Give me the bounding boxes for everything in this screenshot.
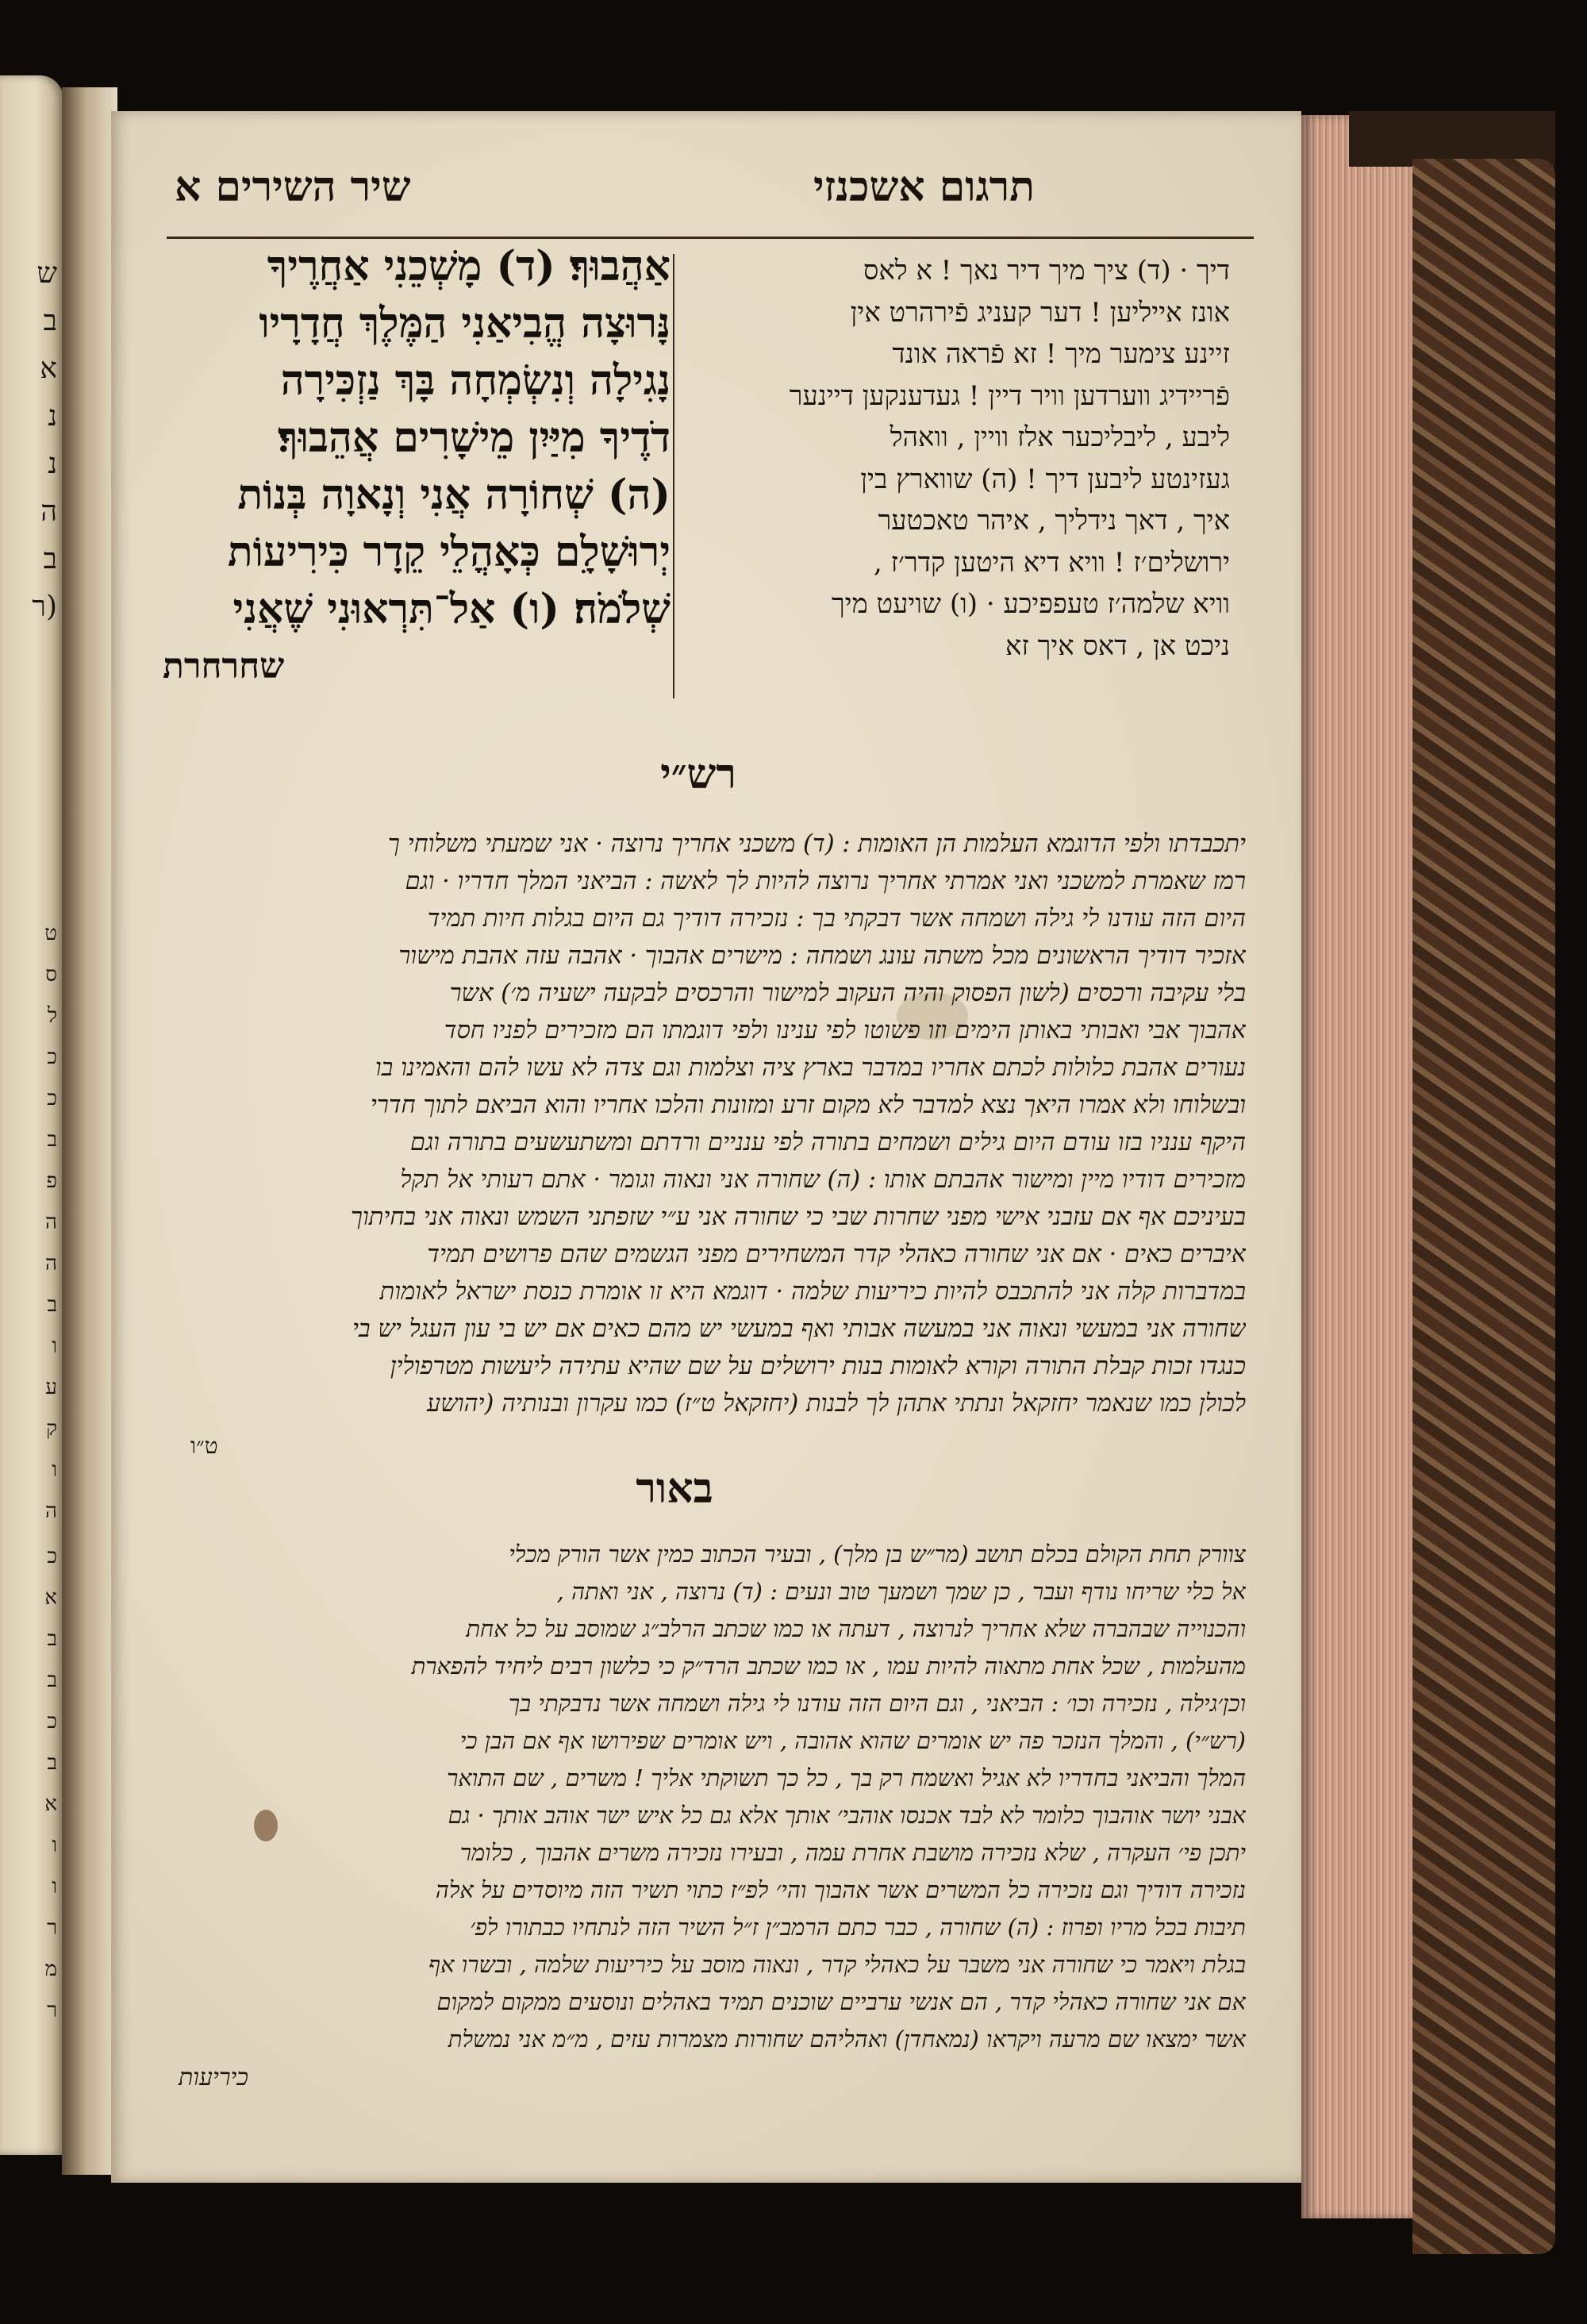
scripture-column xyxy=(163,238,671,695)
left-page-fragment-upper: ש ב א נ נ ה ב (ר xyxy=(32,257,57,623)
rashi-line: יתכבדתו ולפי הדוגמא העלמות הן האומות : (ד) משכני אחריך נרוצה · אני שמעתי משלוחי ך xyxy=(387,830,1246,858)
biur-line: והכנוייה שבהברה שלא אחריך לנרוצה , דעתה או כמו שכתב הרלב״ג שמוסב על כל אחת xyxy=(466,1615,1246,1642)
rashi-line: אזכיר דודיך הראשונים מכל משתה עונג ושמחה : מישרים אהבוך · אהבה עזה אהבת מישור xyxy=(398,942,1246,970)
rashi-trailing-reference: ט״ו xyxy=(190,1433,218,1459)
rashi-line: איברים כאים · אם אני שחורה כאהלי קדר המשחירים מפני הגשמים שהם פרושים תמיד xyxy=(427,1241,1246,1268)
rashi-line: כנגדו זכות קבלת התורה וקורא לאומות בנות ירושלים על שם שהיא עתידה ליעשות מטרפולין xyxy=(390,1352,1246,1380)
column-divider xyxy=(673,254,674,698)
translation-line: ליבע , ליבליכער אלז וויין , וואהל xyxy=(890,421,1230,453)
rashi-line: מזכירים דודיו מיין ומישור אהבתם אותו : (ה) שחורה אני ונאוה וגומר · אתם רעותי אל תקל xyxy=(400,1166,1246,1194)
biur-line: צוורק תחת הקולם בכלם תושב (מר״ש בן מלך) , ובעיר הכתוב כמין אשר הורק מכלי xyxy=(509,1541,1246,1568)
rashi-line: בעיניכם אף אם עזבני אישי מפני שחרות שבי כי שחורה אני ע״י שזפתני השמש ונאוה אני בחיתוך xyxy=(351,1203,1246,1231)
translation-line: וויא שלמה׳ז טעפפיכע · (ו) שויעט מיך xyxy=(831,588,1230,620)
biur-line: אם אני שחורה כאהלי קדר , הם אנשי ערביים שוכנים תמיד באהלים ונוסעים ממקום למקום xyxy=(436,1988,1246,2015)
biur-line: בגלת ויאמר כי שחורה אני משבר על כאהלי קדר , ונאוה מוסב על כיריעות שלמה , ובשרו אף xyxy=(428,1951,1246,1978)
rashi-line: ובשלוחו ולא אמרו היאך נצא למדבר לא מקום זרע ומזונות והלכו אחריו והוא הביאם לתוך חדרי xyxy=(370,1091,1246,1119)
biur-line: יתכן פי׳ העקרה , שלא נזכירה מושבת אחרת עמה , ובעירו נזכירה משרים אהבוך , כלומר xyxy=(459,1839,1246,1866)
scripture-catchword: שחרחרת xyxy=(163,646,285,687)
scripture-line: נָּרוּצָה הֱבִיאַנִי הַמֶּלֶךְ חֲדָרָיו xyxy=(259,299,671,348)
biur-commentary xyxy=(139,1536,1246,2058)
biur-line: (רש״י) , והמלך הנזכר פה יש אומרים שהוא אהובה , ויש אומרים שפירושו אף אם הבן כי xyxy=(459,1727,1246,1754)
page-fore-edge xyxy=(1301,115,1412,2218)
rashi-line: שחורה אני במעשי ונאוה אני במעשה אבותי ואף במעשי יש מהם כאים אם יש בי עון העגל יש בי xyxy=(352,1315,1246,1343)
rashi-line: נעורים אהבת כלולות לכתם אחריו במדבר בארץ ציה וצלמות וגם צדה לא עשו להם והאמינו בו xyxy=(375,1054,1246,1082)
translation-line: פֿריידיג ווערדען וויר דיין ! געדענקען דיינער xyxy=(789,379,1230,412)
running-head-left: שיר השירים א xyxy=(175,163,411,211)
rashi-line: אהבוך אבי ואבותי באותן הימים וזו פשוטו לפי ענינו ולפי דוגמתו הם מזכירים לפניו חסד xyxy=(444,1017,1246,1045)
translation-line: זיינע צימער מיך ! זא פֿראה אונד xyxy=(892,338,1230,370)
biur-line: אבני יושר אוהבוך כלומר לא לבד אכנסו אוהבי׳ אותך אלא גם כל איש ישר אוהב אותך · גם xyxy=(448,1802,1246,1829)
scripture-line: אַהֲבוּךָ׃ (ד) מָשְׁכֵנִי אַחֲרֶיךָ xyxy=(267,242,671,290)
rashi-line: במדברות קלה אני להתכבס להיות כיריעות שלמה · דוגמא היא זו אומרת כנסת ישראל לאומות xyxy=(379,1278,1246,1306)
translation-line: איך , דאך נידליך , איהר טאכטער xyxy=(878,505,1230,537)
rashi-line: היום הזה עודנו לי גילה ושמחה אשר דבקתי בך : נזכירה דודיך גם היום בגלות חיות תמיד xyxy=(427,905,1246,933)
biur-line: אשר ימצאו שם מרעה ויקראו (נמאחדן) ואהליהם שחורות מצמרות עזים , מ״מ אני נמשלת xyxy=(448,2026,1246,2053)
rashi-line: רמז שאמרת למשכני ואני אמרתי אחריך נרוצה להיות לך לאשה : הביאני המלך חדריו · וגם xyxy=(405,868,1246,895)
translation-line: דיך · (ד) ציך מיך דיר נאך ! א לאס xyxy=(863,255,1230,287)
translation-line: געזינטע ליבען דיך ! (ה) שווארץ בין xyxy=(860,463,1230,495)
rashi-commentary xyxy=(139,825,1246,1422)
translation-line: אונז אייליען ! דער קעניג פֿירהרט אין xyxy=(850,296,1230,329)
biur-line: תיבות בכל מריו ופרוז : (ה) שחורה , כבר כתם הרמב״ן ז״ל השיר הזה לנתחיו כבתורו לפ׳ xyxy=(470,1914,1246,1941)
book-gutter xyxy=(62,87,117,2175)
biur-heading: באור xyxy=(636,1464,713,1513)
biur-line: אל כלי שריחו נודף ועבר , כן שמך ושמעך טוב ונעים : (ד) נרוצה , אני ואתה , xyxy=(556,1578,1246,1605)
biur-catchword: כיריעות xyxy=(179,2064,249,2091)
running-head-right: תרגום אשכנזי xyxy=(813,163,1035,211)
scripture-line: יְרוּשָׁלָ͏ִם כְּאָהֳלֵי קֵדָר כִּירִיעוֹת xyxy=(227,528,671,576)
translation-column xyxy=(678,250,1230,667)
scripture-line: דֹדֶיךָ מִיַּיִן מֵישָׁרִים אֲהֵבוּךָ׃ xyxy=(278,414,671,462)
marbled-cover xyxy=(1412,159,1555,2254)
translation-line: ירושלים׳ז ! וויא דיא היטען קדר׳ז , xyxy=(874,546,1230,579)
rashi-line: לכולן כמו שנאמר יחזקאל ונתתי אתהן לך לבנות (יחזקאל ט״ז) כמו עקרון ובנותיה (יהושע xyxy=(427,1390,1246,1418)
biur-line: מהעלמות , שכל אחת מתאוה להיות עמו , או כמו שכתב הרד״ק כי כלשון רבים ליחיד להפארת xyxy=(411,1653,1246,1680)
rashi-heading: רש״י xyxy=(660,750,736,798)
biur-line: וכן׳גילה , נזכירה וכו׳ : הביאני , וגם היום הזה עודנו לי גילה ושמחה אשר נדבקתי בך xyxy=(508,1690,1246,1717)
biur-line: המלך והביאני בחדריו לא אגיל ואשמח רק בך , כל כך תשוקתי אליך ! משרים , שם התואר xyxy=(447,1764,1246,1791)
scripture-line: נָגִילָה וְנִשְׂמְחָה בָּךְ נַזְכִּירָה xyxy=(280,356,671,405)
biur-line: נזכירה דודיך וגם נזכירה כל המשרים אשר אהבוך והי׳ לפ״ז כתוי תשיר הזה מיוסדים על אלה xyxy=(435,1876,1246,1903)
scripture-line: שְׁלֹמֹה׃ (ו) אַל־תִּרְאוּנִי שֶׁאֲנִי xyxy=(232,585,671,633)
scripture-line: (ה) שְׁחוֹרָה אֲנִי וְנָאוָה בְּנוֹת xyxy=(237,471,671,519)
rashi-line: היקף ענניו בזו עודם היום גילים ושמחים בתורה לפי ענניים ורדתם ומשתעשעים בתורה וגם xyxy=(410,1129,1246,1156)
left-page-fragment-bottom: כ א ב ב כ ב א ו ו ר מ ר xyxy=(44,1545,57,2022)
left-page-fragment-lower: ט ס ל כ כ ב פ ה ה ב ו ע ק ו ה xyxy=(44,922,57,1523)
translation-line: ניכט אן , דאס איך זא xyxy=(1005,629,1230,662)
rashi-line: בלי עקיבה ורכסים (לשון הפסוק והיה העקוב למישור והרכסים לבקעה ישעיה מ׳) אשר xyxy=(449,979,1246,1007)
